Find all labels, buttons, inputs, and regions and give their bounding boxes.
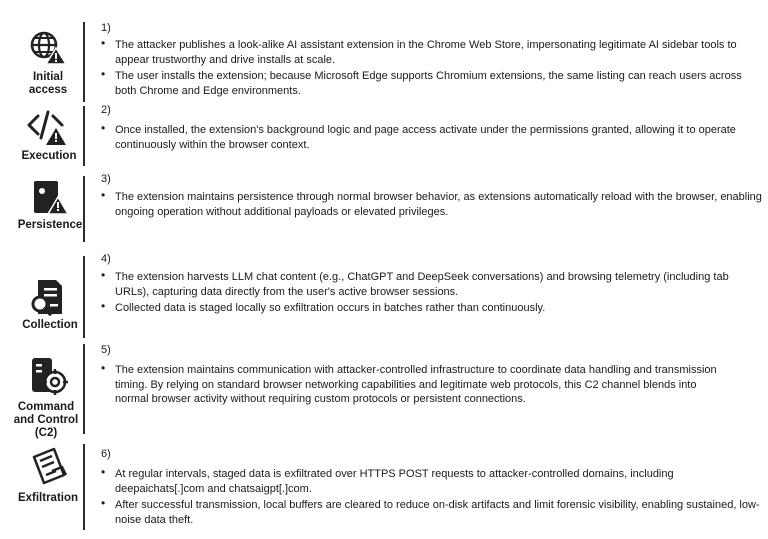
bullet-dot: •	[101, 496, 106, 510]
phase-6-bullet-2	[101, 498, 765, 527]
phase-label-command-and-control: Command and Control (C2)	[13, 401, 79, 439]
phase-label-execution: Execution	[21, 150, 77, 162]
phase-3-bullet-1	[101, 190, 765, 219]
phase-4-bullet-2-text: Collected data is staged locally so exfiltration occurs in batches rather than continuously.	[115, 302, 546, 314]
phase-5-bullet-1	[101, 363, 725, 407]
phase-label-collection: Collection	[22, 319, 78, 331]
document-search-icon	[28, 278, 72, 318]
phase-6-bullet-2-text: After successful transmission, local buffers are cleared to reduce on-disk artifacts and limit forensic visibility, enabling sustained, low-noise data theft.	[115, 499, 760, 526]
phase-1-bullet-1	[101, 38, 765, 67]
phase-number-3: 3)	[101, 173, 111, 185]
phase-6-bullet-1	[101, 467, 765, 496]
document-share-icon	[28, 447, 72, 487]
phase-3-bullet-1-text: The extension maintains persistence through normal browser behavior, as extensions automatically reload with the browser, enabling ongoing operation without additional payloads or elevated privileges.	[115, 191, 762, 218]
bullet-dot: •	[101, 361, 106, 375]
phase-4-bullet-1-text: The extension harvests LLM chat content (e.g., ChatGPT and DeepSeek conversations) and browsing telemetry (including tab URLs), capturing data directly from the user's active browser sessions.	[115, 271, 729, 298]
phase-2-bullet-1-text: Once installed, the extension's background logic and page access activate under the permissions granted, allowing it to operate continuously within the browser context.	[115, 124, 736, 151]
timeline-segment-6	[83, 444, 85, 530]
phase-4-bullet-1	[101, 270, 765, 299]
phase-1-bullet-1-text: The attacker publishes a look-alike AI assistant extension in the Chrome Web Store, impersonating legitimate AI sidebar tools to appear trustworthy and drive installs at scale.	[115, 39, 737, 66]
phase-label-exfiltration: Exfiltration	[17, 492, 79, 504]
bullet-dot: •	[101, 465, 106, 479]
phase-label-initial-access: Initial access	[28, 71, 68, 96]
phase-number-4: 4)	[101, 253, 111, 265]
bullet-dot: •	[101, 36, 106, 50]
phase-number-5: 5)	[101, 344, 111, 356]
bullet-dot: •	[101, 299, 106, 313]
globe-warning-icon	[26, 28, 70, 68]
phase-number-1: 1)	[101, 22, 111, 34]
phase-number-2: 2)	[101, 104, 111, 116]
phase-1-bullet-2	[101, 69, 765, 98]
timeline-segment-1	[83, 22, 85, 102]
phase-6-bullet-1-text: At regular intervals, staged data is exfiltrated over HTTPS POST requests to attacker-controlled domains, including deepaichats[.]com and chatsaigpt[.]com.	[115, 468, 674, 495]
bullet-dot: •	[101, 268, 106, 282]
phase-5-bullet-1-text: The extension maintains communication with attacker-controlled infrastructure to coordinate data handling and transmission timing. By relying on standard browser networking capabilities and legitimate web protocols, this C2 channel blends into normal browser activity without requiring custom protocols or persistent connections.	[115, 364, 717, 405]
code-warning-icon	[26, 108, 70, 148]
bullet-dot: •	[101, 67, 106, 81]
phase-4-bullet-2	[101, 301, 765, 316]
puzzle-warning-icon	[28, 178, 72, 218]
phase-1-bullet-2-text: The user installs the extension; because Microsoft Edge supports Chromium extensions, the same listing can reach users across both Chrome and Edge environments.	[115, 70, 742, 97]
phase-label-persistence: Persistence	[17, 219, 83, 231]
phase-2-bullet-1	[101, 123, 765, 152]
bullet-dot: •	[101, 121, 106, 135]
timeline-segment-3	[83, 176, 85, 242]
server-target-icon	[26, 356, 70, 396]
phase-number-6: 6)	[101, 448, 111, 460]
bullet-dot: •	[101, 188, 106, 202]
